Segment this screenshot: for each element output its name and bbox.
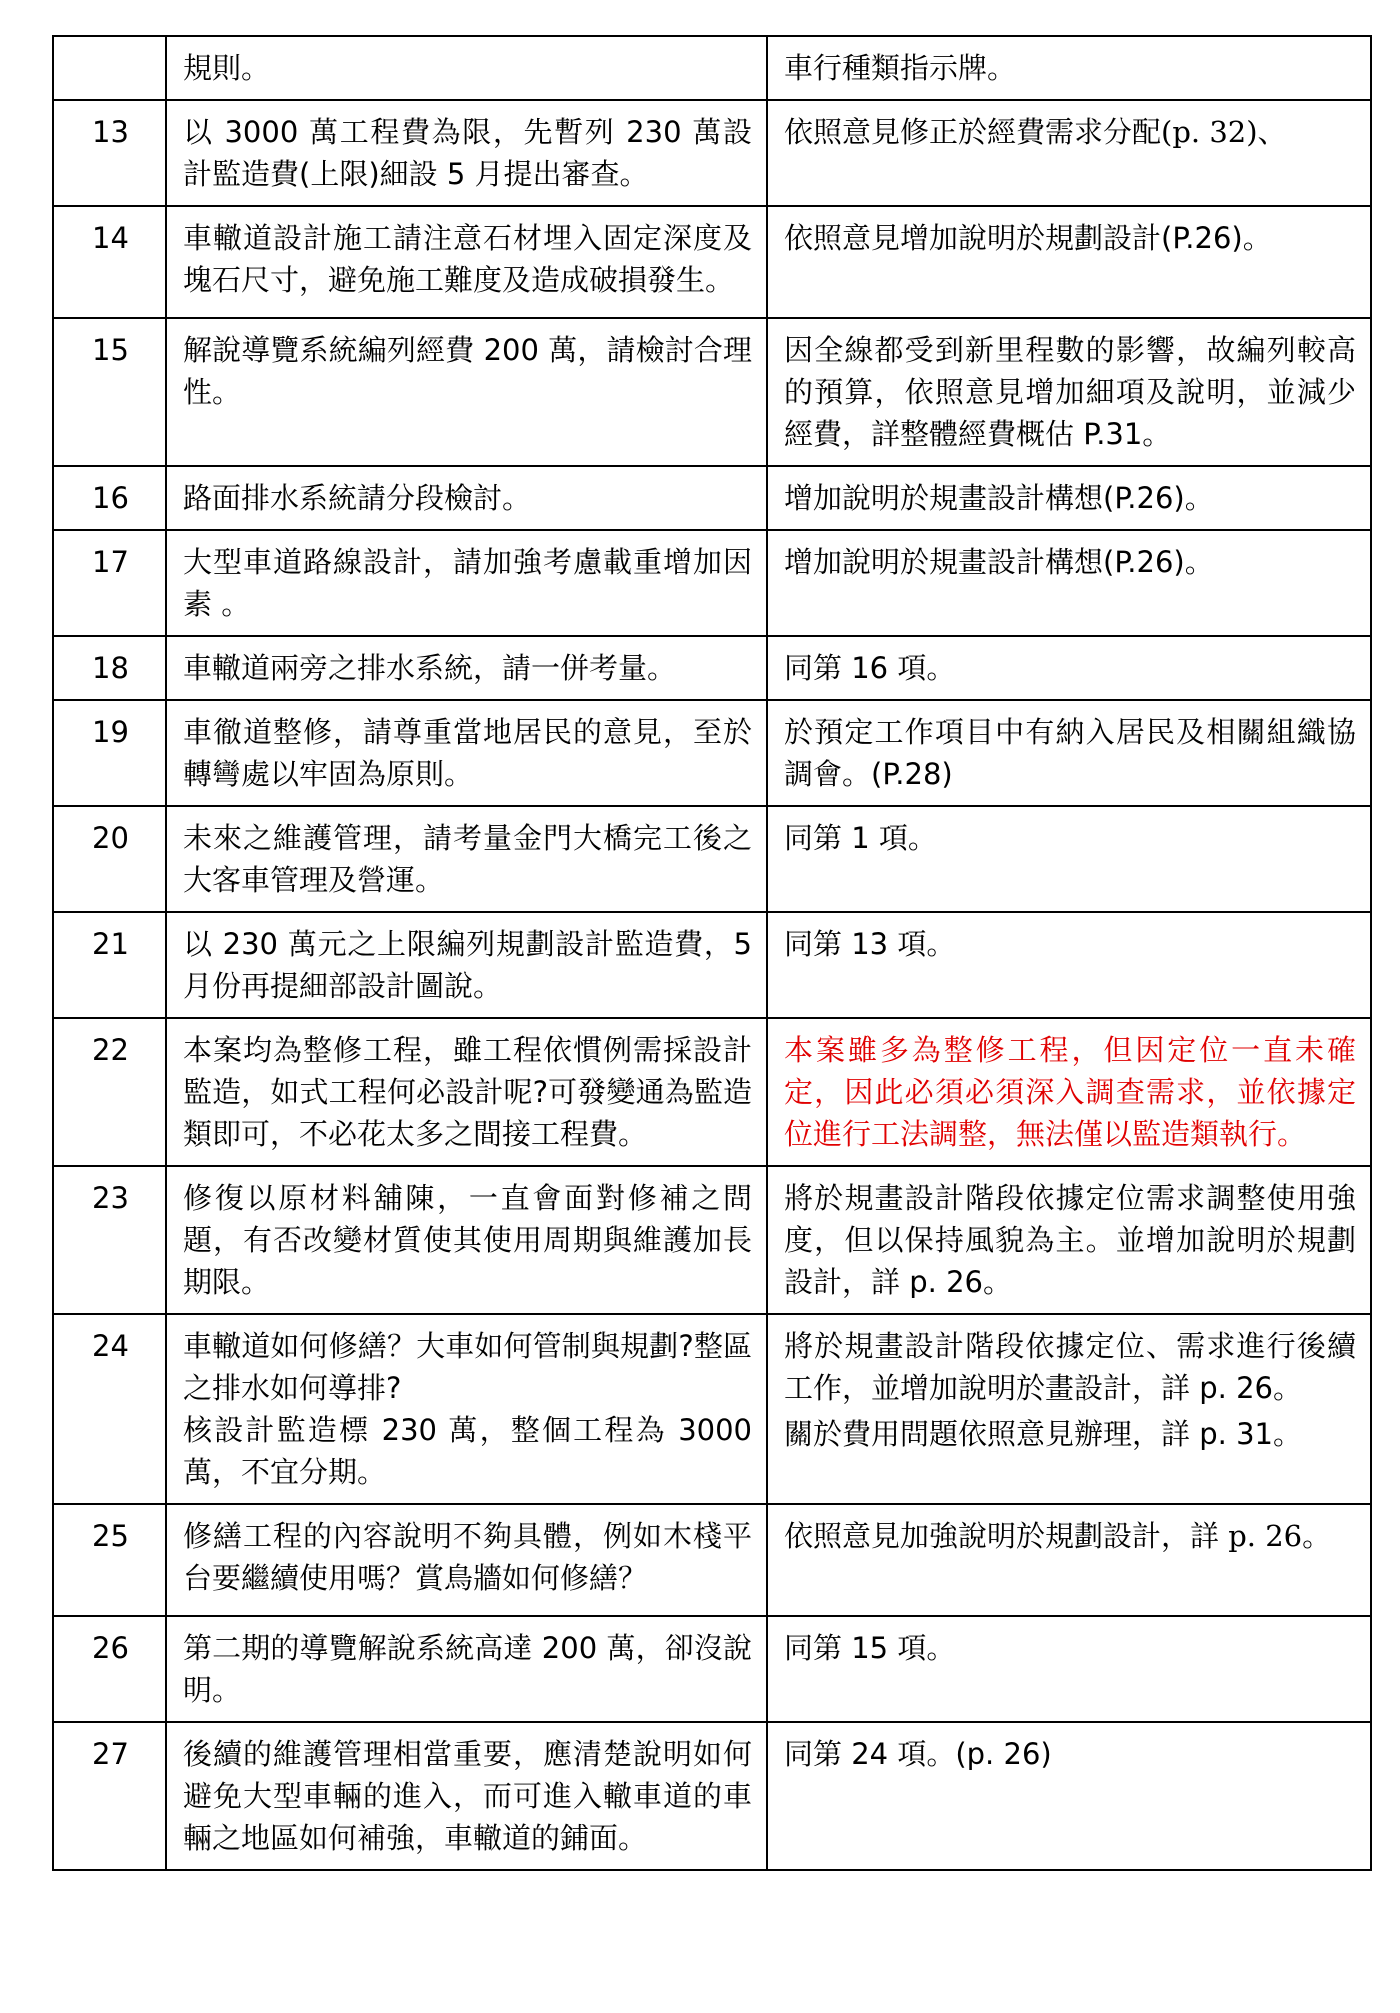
item-number: 20 (92, 821, 129, 855)
response-cell (767, 1166, 1371, 1314)
review-opinion-cell (166, 700, 767, 806)
table-row (53, 1504, 1371, 1616)
item-number-cell (53, 206, 166, 318)
review-opinion-text: 後續的維護管理相當重要，應清楚說明如何避免大型車輛的進入，而可進入轍車道的車輛之地區如何補強，車轍道的鋪面。 (183, 1737, 752, 1855)
review-comments-page (52, 35, 1370, 1871)
item-number-cell (53, 1722, 166, 1870)
response-text: 於預定工作項目中有納入居民及相關組織協調會。(P.28) (784, 715, 1356, 791)
response-cell (767, 1314, 1371, 1504)
review-opinion-text: 解說導覽系統編列經費 200 萬，請檢討合理性。 (183, 333, 752, 409)
review-opinion-text: 車轍道如何修繕？大車如何管制與規劃?整區之排水如何導排? 核設計監造標 230 萬，整個工程為 3000 萬，不宜分期。 (183, 1329, 752, 1489)
item-number: 15 (92, 333, 129, 367)
response-text: 將於規畫設計階段依據定位、需求進行後續工作，並增加說明於畫設計，詳 p. 26。 (784, 1329, 1356, 1405)
table-row (53, 806, 1371, 912)
response-cell (767, 318, 1371, 466)
review-opinion-text: 車轍道設計施工請注意石材埋入固定深度及塊石尺寸，避免施工難度及造成破損發生。 (183, 221, 752, 297)
review-opinion-text: 路面排水系統請分段檢討。 (183, 481, 532, 515)
item-number-cell (53, 100, 166, 206)
review-opinion-cell (166, 1314, 767, 1504)
response-text: 同第 13 項。 (784, 927, 956, 961)
review-opinion-text: 第二期的導覽解說系統高達 200 萬，卻沒說明。 (183, 1631, 752, 1707)
response-cell (767, 466, 1371, 530)
review-opinion-cell (166, 636, 767, 700)
item-number-cell (53, 36, 166, 100)
review-opinion-text: 大型車道路線設計，請加強考慮載重增加因素 。 (183, 545, 752, 621)
item-number-cell (53, 1314, 166, 1504)
item-number: 17 (92, 545, 129, 579)
review-opinion-text: 修復以原材料舖陳，一直會面對修補之問題，有否改變材質使其使用周期與維護加長期限。 (183, 1181, 752, 1299)
item-number: 19 (92, 715, 129, 749)
response-cell (767, 1018, 1371, 1166)
response-text: 依照意見增加說明於規劃設計(P.26)。 (784, 221, 1272, 255)
item-number: 26 (92, 1631, 129, 1665)
table-row (53, 1018, 1371, 1166)
review-comments-table (52, 35, 1372, 1871)
review-opinion-cell (166, 466, 767, 530)
table-row (53, 530, 1371, 636)
response-cell (767, 100, 1371, 206)
response-cell (767, 1722, 1371, 1870)
response-cell (767, 206, 1371, 318)
table-row (53, 1722, 1371, 1870)
table-row (53, 206, 1371, 318)
response-text: 同第 1 項。 (784, 821, 937, 855)
item-number-cell (53, 1018, 166, 1166)
table-row (53, 466, 1371, 530)
response-extra-text: 關於費用問題依照意見辦理，詳 p. 31。 (784, 1417, 1302, 1451)
item-number: 13 (92, 115, 129, 149)
response-cell (767, 700, 1371, 806)
item-number: 14 (92, 221, 129, 255)
response-text: 因全線都受到新里程數的影響，故編列較高的預算，依照意見增加細項及說明，並減少經費，詳整體經費概估 P.31。 (784, 333, 1356, 451)
response-text: 依照意見修正於經費需求分配(p. 32)、 (784, 115, 1287, 149)
response-cell (767, 1616, 1371, 1722)
item-number-cell (53, 912, 166, 1018)
response-text: 本案雖多為整修工程，但因定位一直未確定，因此必須必須深入調查需求，並依據定位進行工法調整，無法僅以監造類執行。 (784, 1033, 1356, 1151)
response-text: 增加說明於規畫設計構想(P.26)。 (784, 545, 1214, 579)
item-number-cell (53, 1166, 166, 1314)
response-text: 同第 15 項。 (784, 1631, 956, 1665)
table-row (53, 100, 1371, 206)
item-number-cell (53, 530, 166, 636)
item-number-cell (53, 466, 166, 530)
table-row (53, 636, 1371, 700)
item-number: 16 (92, 481, 129, 515)
review-opinion-cell (166, 36, 767, 100)
review-opinion-text: 修繕工程的內容說明不夠具體，例如木棧平台要繼續使用嗎？賞鳥牆如何修繕？ (183, 1519, 752, 1595)
item-number-cell (53, 636, 166, 700)
item-number: 25 (92, 1519, 129, 1553)
item-number-cell (53, 806, 166, 912)
response-cell (767, 36, 1371, 100)
response-cell (767, 636, 1371, 700)
item-number: 22 (92, 1033, 129, 1067)
table-row (53, 36, 1371, 100)
response-cell (767, 1504, 1371, 1616)
review-opinion-cell (166, 1166, 767, 1314)
review-opinion-cell (166, 206, 767, 318)
response-text: 同第 24 項。(p. 26) (784, 1737, 1052, 1771)
review-opinion-cell (166, 1616, 767, 1722)
table-row (53, 700, 1371, 806)
item-number: 24 (92, 1329, 129, 1363)
review-opinion-text: 規則。 (183, 51, 271, 85)
item-number-cell (53, 1504, 166, 1616)
review-opinion-cell (166, 806, 767, 912)
item-number: 27 (92, 1737, 129, 1771)
response-text: 將於規畫設計階段依據定位需求調整使用強度，但以保持風貌為主。並增加說明於規劃設計，詳 p. 26。 (784, 1181, 1356, 1299)
table-row (53, 912, 1371, 1018)
response-cell (767, 806, 1371, 912)
response-cell (767, 530, 1371, 636)
review-opinion-cell (166, 1504, 767, 1616)
review-opinion-cell (166, 1018, 767, 1166)
review-opinion-text: 本案均為整修工程，雖工程依慣例需採設計監造，如式工程何必設計呢?可發變通為監造類即可，不必花太多之間接工程費。 (183, 1033, 752, 1151)
review-opinion-cell (166, 912, 767, 1018)
table-row (53, 1314, 1371, 1504)
review-opinion-text: 車徹道整修，請尊重當地居民的意見，至於轉彎處以牢固為原則。 (183, 715, 752, 791)
response-text: 車行種類指示牌。 (784, 51, 1017, 85)
review-opinion-cell (166, 100, 767, 206)
response-text: 依照意見加強說明於規劃設計，詳 p. 26。 (784, 1519, 1332, 1553)
review-opinion-text: 未來之維護管理，請考量金門大橋完工後之大客車管理及營運。 (183, 821, 752, 897)
table-row (53, 318, 1371, 466)
response-text: 增加說明於規畫設計構想(P.26)。 (784, 481, 1214, 515)
table-body (53, 36, 1371, 1870)
response-cell (767, 912, 1371, 1018)
item-number-cell (53, 318, 166, 466)
table-row (53, 1616, 1371, 1722)
review-opinion-text: 以 3000 萬工程費為限，先暫列 230 萬設計監造費(上限)細設 5 月提出審查。 (183, 115, 752, 191)
item-number: 23 (92, 1181, 129, 1215)
response-text: 同第 16 項。 (784, 651, 956, 685)
table-row (53, 1166, 1371, 1314)
item-number-cell (53, 700, 166, 806)
review-opinion-text: 以 230 萬元之上限編列規劃設計監造費，5 月份再提細部設計圖說。 (183, 927, 752, 1003)
review-opinion-cell (166, 1722, 767, 1870)
review-opinion-cell (166, 530, 767, 636)
item-number-cell (53, 1616, 166, 1722)
review-opinion-text: 車轍道兩旁之排水系統，請一併考量。 (183, 651, 677, 685)
item-number: 21 (92, 927, 129, 961)
review-opinion-cell (166, 318, 767, 466)
item-number: 18 (92, 651, 129, 685)
